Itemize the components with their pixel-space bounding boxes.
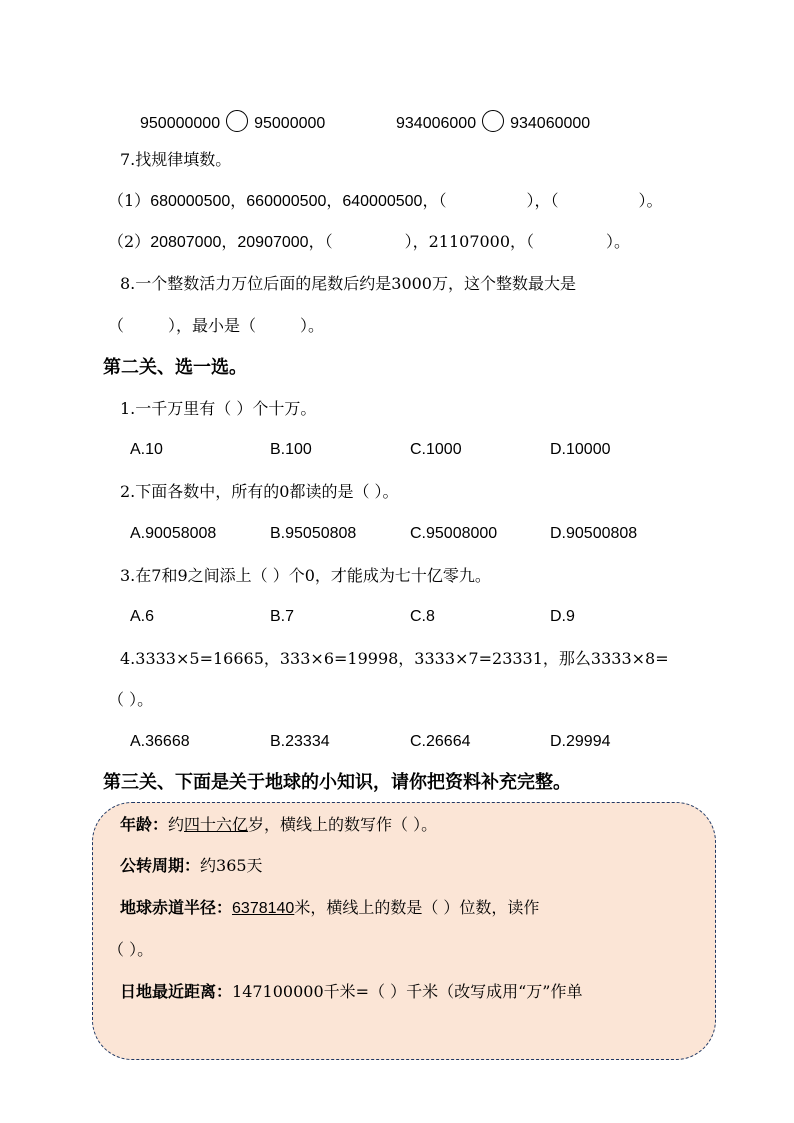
s2-q4-stem: 4.3333×5=16665，333×6=19998，3333×7=23331，那么3333×8= — [120, 649, 669, 668]
earth-distance-line — [120, 982, 583, 1002]
q7-p1-prefix: （1） — [108, 191, 151, 210]
s2-q4-opt-c[interactable]: C.26664 — [410, 733, 471, 750]
s2-q4-stem2: （ ）。 — [108, 690, 154, 709]
s2-q4-opt-b[interactable]: B.23334 — [270, 733, 330, 750]
s2-q3-opt-b[interactable]: B.7 — [270, 608, 295, 625]
q7-p2-mid: ），21107000，（ — [404, 232, 535, 251]
earth-period-label: 公转周期： — [120, 856, 201, 875]
earth-radius-label: 地球赤道半径： — [120, 898, 233, 917]
s2-q1-opt-a[interactable]: A.10 — [130, 441, 163, 458]
earth-age-pre: 约 — [168, 815, 185, 834]
compare-b-left: 934006000 — [396, 115, 477, 132]
earth-radius-underlined: 6378140 — [232, 900, 295, 917]
compare-b-circle[interactable] — [482, 110, 504, 132]
s2-q2-opt-a[interactable]: A.90058008 — [130, 525, 217, 542]
q7-p2-prefix: （2） — [108, 232, 151, 251]
q8-close: ）。 — [300, 316, 325, 335]
earth-distance-text: 147100000千米=（ ）千米（改写成用“万”作单 — [232, 982, 583, 1001]
earth-facts-box — [92, 802, 716, 1060]
earth-radius-line — [120, 898, 539, 919]
q7-p2-close: ）。 — [606, 232, 631, 251]
s2-q3-opt-a[interactable]: A.6 — [130, 608, 155, 625]
q7-p2-open1: （ — [324, 232, 333, 251]
s2-q3-opt-c[interactable]: C.8 — [410, 608, 435, 625]
earth-radius-line2: （ ）。 — [108, 940, 154, 959]
compare-a-left: 950000000 — [140, 115, 221, 132]
s2-q2-stem: 2.下面各数中，所有的0都读的是（ ）。 — [120, 482, 399, 501]
q7-title: 7.找规律填数。 — [120, 150, 232, 169]
section3-title: 第三关、下面是关于地球的小知识，请你把资料补充完整。 — [103, 772, 571, 793]
compare-a-circle[interactable] — [226, 110, 248, 132]
earth-age-line — [120, 815, 437, 835]
earth-period-text: 约365天 — [200, 856, 263, 875]
s2-q3-opt-d[interactable]: D.9 — [550, 608, 575, 625]
q8-line1: 8.一个整数活力万位后面的尾数后约是3000万，这个整数最大是 — [120, 274, 576, 293]
compare-a-right: 95000000 — [254, 115, 326, 132]
s2-q1-stem: 1.一千万里有（ ）个十万。 — [120, 399, 317, 418]
s2-q4-opt-d[interactable]: D.29994 — [550, 733, 611, 750]
q8-mid: ），最小是（ — [168, 316, 257, 335]
s2-q2-opt-b[interactable]: B.95050808 — [270, 525, 357, 542]
q7-p1-nums: 680000500，660000500，640000500， — [150, 193, 439, 210]
earth-age-post: 岁，横线上的数写作（ ）。 — [248, 815, 438, 834]
s2-q2-opt-c[interactable]: C.95008000 — [410, 525, 498, 542]
compare-row-b — [396, 110, 590, 134]
q7-part1 — [108, 191, 663, 212]
section2-title: 第二关、选一选。 — [103, 357, 247, 378]
q7-p2-nums: 20807000，20907000， — [150, 234, 325, 251]
s2-q1-opt-d[interactable]: D.10000 — [550, 441, 611, 458]
compare-row — [140, 110, 325, 134]
earth-age-label: 年龄： — [120, 815, 169, 834]
earth-distance-label: 日地最近距离： — [120, 982, 233, 1001]
earth-radius-post: 米，横线上的数是（ ）位数，读作 — [294, 898, 540, 917]
s2-q1-opt-c[interactable]: C.1000 — [410, 441, 462, 458]
earth-period-line — [120, 856, 263, 876]
q7-p1-open1: （ — [438, 191, 447, 210]
compare-b-right: 934060000 — [510, 115, 591, 132]
s2-q3-stem: 3.在7和9之间添上（ ）个0，才能成为七十亿零九。 — [120, 566, 491, 585]
q7-p1-close1: ），（ — [526, 191, 559, 210]
q7-part2 — [108, 232, 630, 253]
q8-open: （ — [108, 316, 125, 335]
s2-q4-opt-a[interactable]: A.36668 — [130, 733, 190, 750]
earth-age-underlined: 四十六亿 — [184, 815, 249, 834]
s2-q2-opt-d[interactable]: D.90500808 — [550, 525, 638, 542]
q8-line2 — [108, 316, 324, 336]
s2-q1-opt-b[interactable]: B.100 — [270, 441, 312, 458]
q7-p1-close2: ）。 — [638, 191, 663, 210]
